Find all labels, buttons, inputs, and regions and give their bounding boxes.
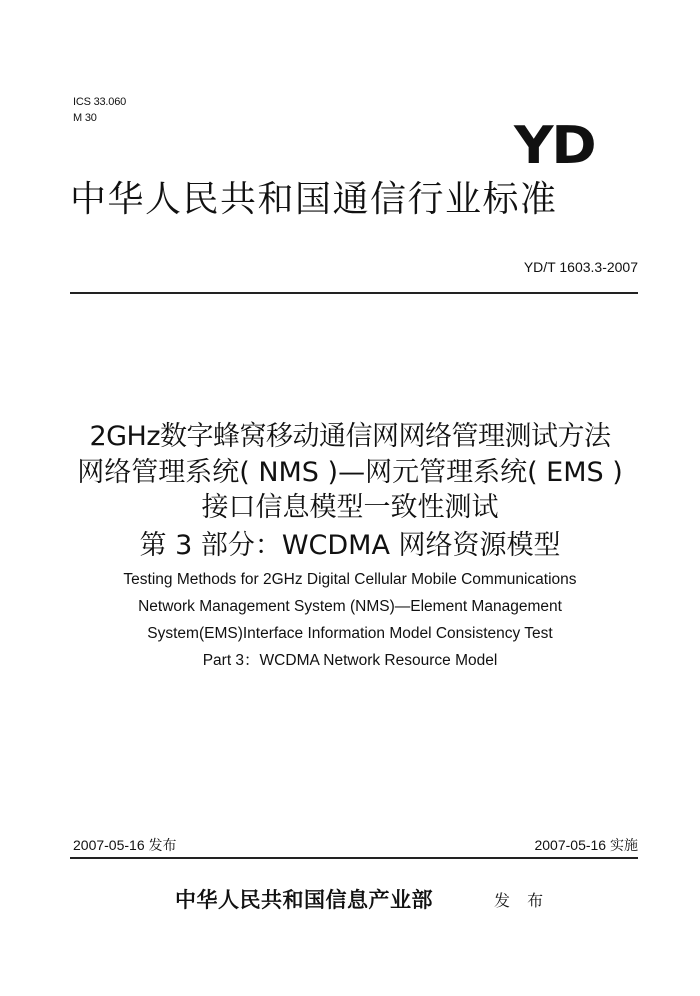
top-divider xyxy=(70,292,638,294)
yd-logo: YD xyxy=(514,116,595,176)
chinese-title-line-3: 接口信息模型一致性测试 xyxy=(201,492,499,523)
ics-code: ICS 33.060 xyxy=(73,96,127,108)
chinese-title-line-2: 网络管理系统( NMS )—网元管理系统( EMS ) xyxy=(77,457,623,488)
english-title-line-1: Testing Methods for 2GHz Digital Cellular Mobile Communications xyxy=(123,571,577,588)
publish-label: 发 布 xyxy=(494,891,550,910)
standard-number: YD/T 1603.3-2007 xyxy=(523,259,638,275)
chinese-title-line-1: 2GHz数字蜂窝移动通信网网络管理测试方法 xyxy=(89,421,611,452)
english-title-line-4: Part 3：WCDMA Network Resource Model xyxy=(202,652,498,669)
publisher-name: 中华人民共和国信息产业部 xyxy=(175,887,433,912)
ccs-code: M 30 xyxy=(73,112,97,124)
implementation-date: 2007-05-16 实施 xyxy=(534,837,638,853)
bottom-divider xyxy=(70,857,638,859)
industry-standard-title: 中华人民共和国通信行业标准 xyxy=(70,179,558,220)
chinese-title-line-4: 第 3 部分：WCDMA 网络资源模型 xyxy=(139,530,561,561)
issue-date: 2007-05-16 发布 xyxy=(73,837,177,853)
english-title-line-2: Network Management System (NMS)—Element Management xyxy=(138,598,562,615)
english-title-line-3: System(EMS)Interface Information Model Consistency Test xyxy=(147,625,553,642)
